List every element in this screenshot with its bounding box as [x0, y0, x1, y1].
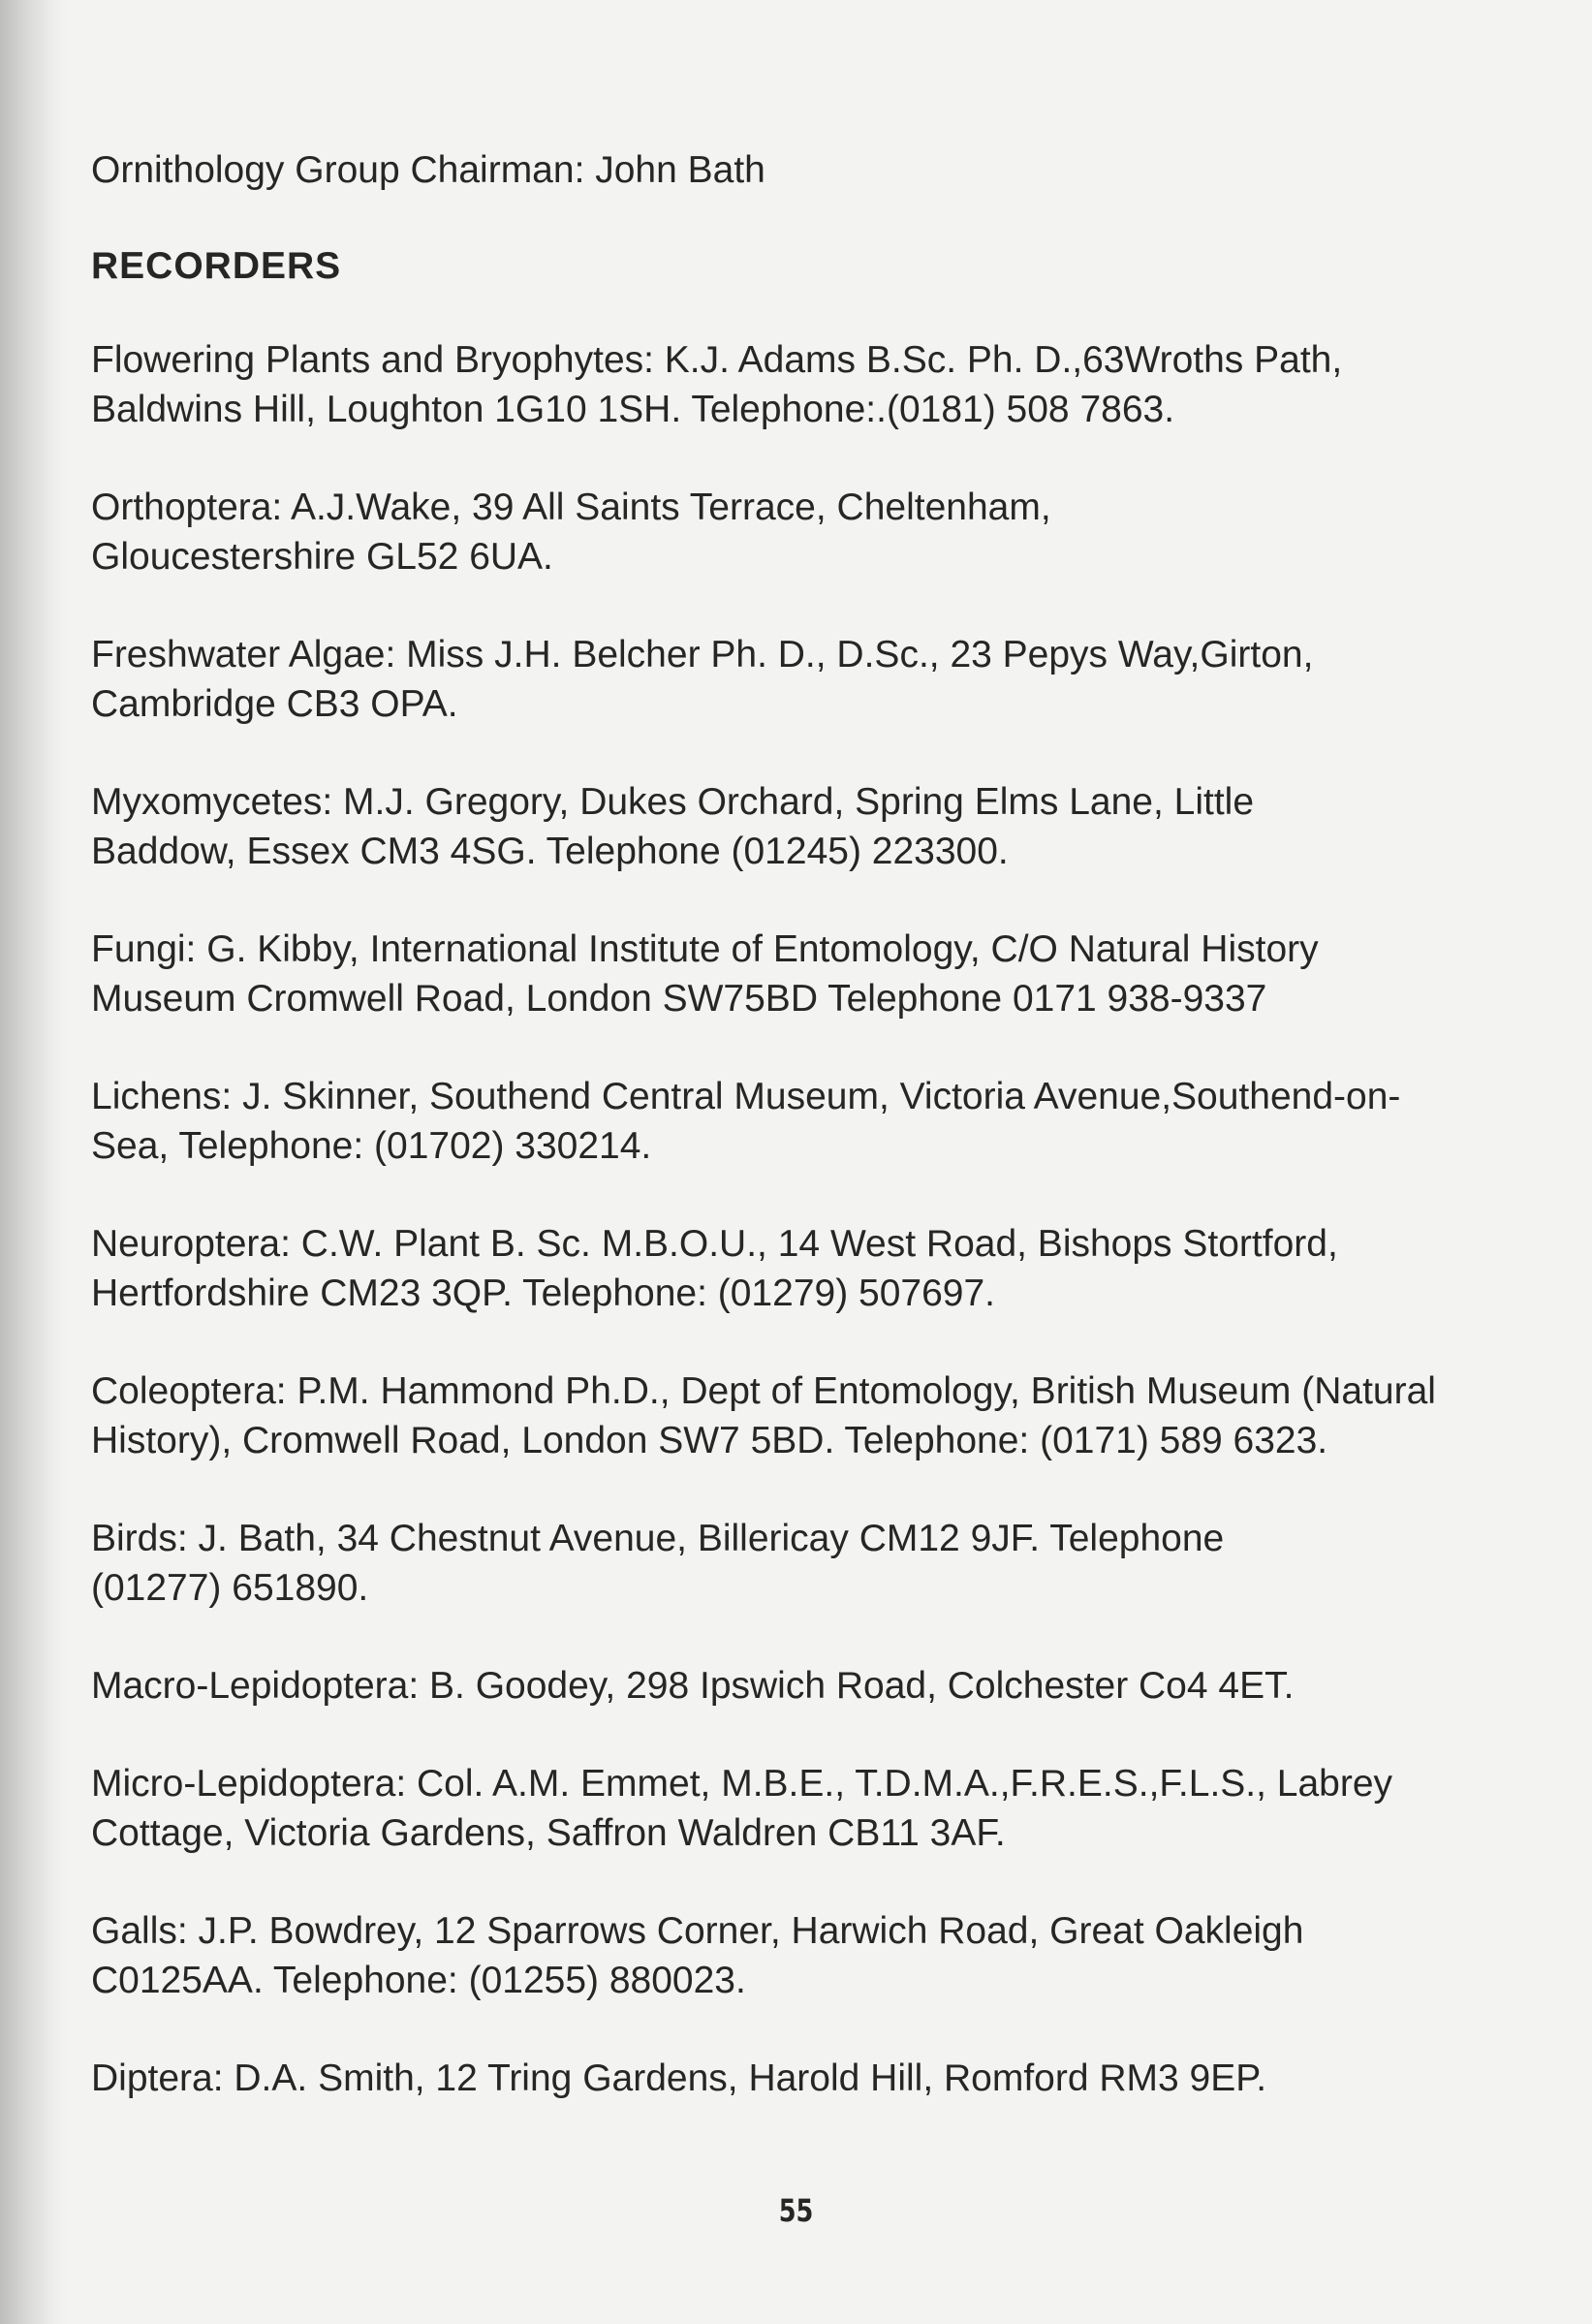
recorder-entry-lichens: Lichens: J. Skinner, Southend Central Museum, Victoria Avenue,Southend-on-Sea, Telephone: (01702) 330214.	[91, 1076, 1401, 1167]
recorder-entry-diptera: Diptera: D.A. Smith, 12 Tring Gardens, Harold Hill, Romford RM3 9EP.	[91, 2057, 1267, 2099]
recorder-entry-freshwater-algae: Freshwater Algae: Miss J.H. Belcher Ph. D., D.Sc., 23 Pepys Way,Girton, Cambridge CB3 OPA.	[91, 634, 1314, 725]
recorder-entry-birds: Birds: J. Bath, 34 Chestnut Avenue, Billericay CM12 9JF. Telephone (01277) 651890.	[91, 1518, 1225, 1609]
recorder-entry-orthoptera: Orthoptera: A.J.Wake, 39 All Saints Terrace, Cheltenham, Gloucestershire GL52 6UA.	[91, 487, 1051, 578]
recorder-entry-neuroptera: Neuroptera: C.W. Plant B. Sc. M.B.O.U., 14 West Road, Bishops Stortford, Hertfordshire CM23 3QP. Telephone: (01279) 507697.	[91, 1223, 1338, 1314]
recorder-entry-macro-lepidoptera: Macro-Lepidoptera: B. Goodey, 298 Ipswich Road, Colchester Co4 4ET.	[91, 1665, 1295, 1707]
page-number: 55	[778, 2192, 814, 2229]
recorder-entry-flowering-plants: Flowering Plants and Bryophytes: K.J. Adams B.Sc. Ph. D.,63Wroths Path, Baldwins Hill, Loughton 1G10 1SH. Telephone:.(0181) 508 7863.	[91, 339, 1343, 430]
chairman-line: Ornithology Group Chairman: John Bath	[91, 149, 765, 191]
recorder-entry-galls: Galls: J.P. Bowdrey, 12 Sparrows Corner, Harwich Road, Great Oakleigh C0125AA. Telephone: (01255) 880023.	[91, 1910, 1304, 2001]
recorder-entry-fungi: Fungi: G. Kibby, International Institute of Entomology, C/O Natural History Museum Cromwell Road, London SW75BD Telephone 0171 938-9337	[91, 928, 1319, 1020]
recorder-entry-myxomycetes: Myxomycetes: M.J. Gregory, Dukes Orchard, Spring Elms Lane, Little Baddow, Essex CM3 4SG. Telephone (01245) 223300.	[91, 781, 1255, 872]
recorder-entry-micro-lepidoptera: Micro-Lepidoptera: Col. A.M. Emmet, M.B.E., T.D.M.A.,F.R.E.S.,F.L.S., Labrey Cottage, Victoria Gardens, Saffron Waldren CB11 3AF.	[91, 1763, 1393, 1854]
page-spine-shadow	[0, 0, 68, 2324]
section-heading: RECORDERS	[91, 245, 342, 287]
document-page	[91, 145, 1486, 2103]
recorder-entry-coleoptera: Coleoptera: P.M. Hammond Ph.D., Dept of Entomology, British Museum (Natural History), Cromwell Road, London SW7 5BD. Telephone: (0171) 589 6323.	[91, 1370, 1436, 1461]
